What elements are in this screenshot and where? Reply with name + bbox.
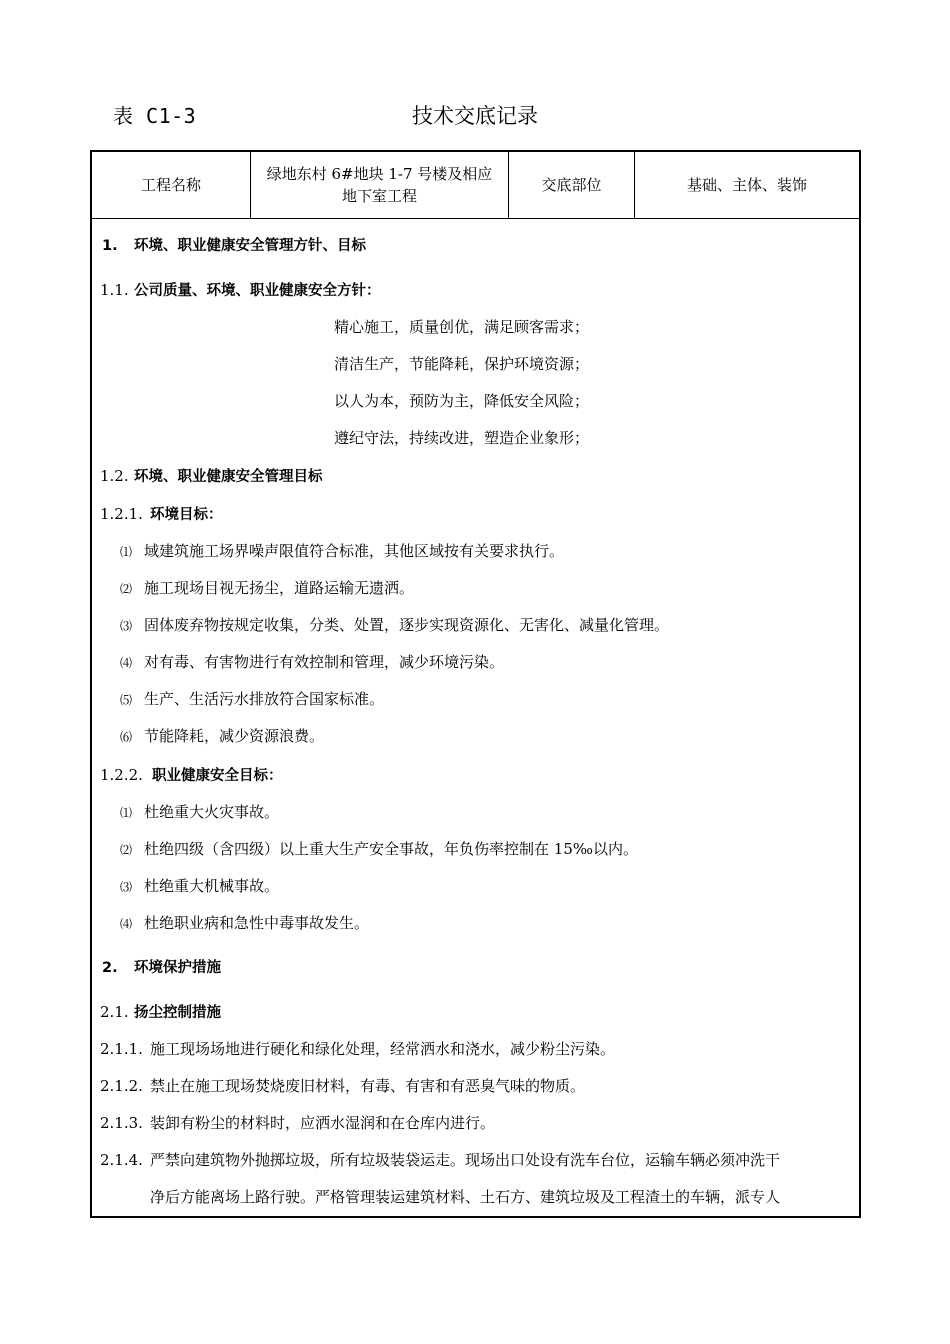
item-text: 杜绝重大机械事故。 — [144, 877, 280, 895]
item-number: 2.1.4. — [100, 1151, 143, 1169]
section-title: 职业健康安全目标： — [152, 768, 283, 784]
section-1-2-heading — [100, 466, 323, 487]
env-goal-item — [120, 652, 504, 673]
item-text: 固体废弃物按规定收集，分类、处置，逐步实现资源化、无害化、减量化管理。 — [144, 616, 670, 634]
policy-line: 遵纪守法，持续改进，塑造企业象形； — [334, 429, 590, 447]
item-text: 生产、生活污水排放符合国家标准。 — [144, 690, 385, 708]
dust-measure-item — [100, 1076, 585, 1096]
env-goal-item — [120, 541, 564, 562]
dust-measure-item — [100, 1113, 495, 1133]
item-number: ⑷ — [120, 917, 133, 931]
item-number: ⑵ — [120, 582, 133, 596]
item-number: ⑷ — [120, 656, 133, 670]
section-1-heading — [102, 236, 366, 256]
env-goal-item — [120, 578, 414, 599]
document-title: 技术交底记录 — [412, 104, 538, 128]
item-text: 禁止在施工现场焚烧废旧材料，有毒、有害和有恶臭气味的物质。 — [150, 1077, 586, 1095]
dust-measure-continuation: 净后方能离场上路行驶。严格管理装运建筑材料、土石方、建筑垃圾及工程渣土的车辆，派专人 — [150, 1188, 781, 1206]
section-1-2-2-heading — [100, 765, 283, 786]
handover-part-value: 基础、主体、装饰 — [686, 176, 807, 194]
section-title: 环境、职业健康安全管理方针、目标 — [134, 238, 366, 254]
ohs-goal-item — [120, 876, 279, 897]
project-name-label: 工程名称 — [92, 152, 251, 218]
policy-line: 以人为本，预防为主，降低安全风险； — [334, 392, 590, 410]
item-text: 杜绝重大火灾事故。 — [144, 803, 280, 821]
item-number: 2.1.3. — [100, 1114, 143, 1132]
item-number: ⑵ — [120, 843, 133, 857]
section-2-1-heading — [100, 1002, 221, 1023]
ohs-goal-item — [120, 913, 369, 934]
env-goal-item — [120, 615, 669, 636]
section-1-2-1-heading — [100, 504, 223, 525]
ohs-goal-item — [120, 802, 279, 823]
item-text: 杜绝四级（含四级）以上重大生产安全事故，年负伤率控制在 15‰以内。 — [144, 840, 639, 858]
section-number: 2.1. — [100, 1003, 129, 1021]
item-number: 2.1.2. — [100, 1077, 143, 1095]
policy-line: 精心施工，质量创优，满足顾客需求； — [334, 318, 590, 336]
handover-part-label: 交底部位 — [509, 152, 635, 218]
form-number: 表 C1-3 — [113, 104, 197, 128]
item-number: ⑴ — [120, 545, 133, 559]
item-text: 严禁向建筑物外抛掷垃圾，所有垃圾装袋运走。现场出口处设有洗车台位，运输车辆必须冲洗干 — [150, 1151, 781, 1169]
dust-measure-item — [100, 1150, 780, 1170]
item-number: ⑶ — [120, 880, 133, 894]
project-name-value — [251, 152, 509, 218]
header-row — [92, 152, 859, 219]
item-text: 装卸有粉尘的材料时，应洒水湿润和在仓库内进行。 — [150, 1114, 496, 1132]
section-title: 环境保护措施 — [134, 960, 221, 976]
section-number: 1.2. — [100, 467, 129, 485]
section-number: 2. — [102, 960, 118, 976]
env-goal-item — [120, 689, 384, 710]
record-table — [90, 150, 861, 1218]
item-text: 杜绝职业病和急性中毒事故发生。 — [144, 914, 370, 932]
env-goal-item — [120, 726, 324, 747]
section-2-heading — [102, 958, 221, 978]
item-number: ⑸ — [120, 693, 133, 707]
section-number: 1.2.2. — [100, 766, 143, 784]
item-text: 施工现场场地进行硬化和绿化处理，经常洒水和浇水，减少粉尘污染。 — [150, 1040, 616, 1058]
policy-line: 清洁生产，节能降耗，保护环境资源； — [334, 355, 590, 373]
item-text: 域建筑施工场界噪声限值符合标准，其他区域按有关要求执行。 — [144, 542, 565, 560]
project-name-line1: 绿地东村 6#地块 1-7 号楼及相应 — [266, 165, 493, 183]
item-number: ⑶ — [120, 619, 133, 633]
item-number: ⑴ — [120, 806, 133, 820]
ohs-goal-item — [120, 839, 638, 860]
item-number: 2.1.1. — [100, 1040, 143, 1058]
item-text: 节能降耗，减少资源浪费。 — [144, 727, 325, 745]
project-name-line2: 地下室工程 — [341, 187, 417, 205]
section-title: 环境、职业健康安全管理目标 — [134, 469, 323, 485]
section-number: 1. — [102, 238, 118, 254]
section-title: 公司质量、环境、职业健康安全方针： — [134, 283, 381, 299]
dust-measure-item — [100, 1039, 615, 1059]
item-number: ⑹ — [120, 730, 133, 744]
item-text: 施工现场目视无扬尘，道路运输无遗洒。 — [144, 579, 415, 597]
section-title: 扬尘控制措施 — [134, 1005, 221, 1021]
item-text: 对有毒、有害物进行有效控制和管理，减少环境污染。 — [144, 653, 505, 671]
section-title: 环境目标： — [150, 507, 223, 523]
section-1-1-heading — [100, 280, 381, 301]
section-number: 1.2.1. — [100, 505, 143, 523]
section-number: 1.1. — [100, 281, 129, 299]
